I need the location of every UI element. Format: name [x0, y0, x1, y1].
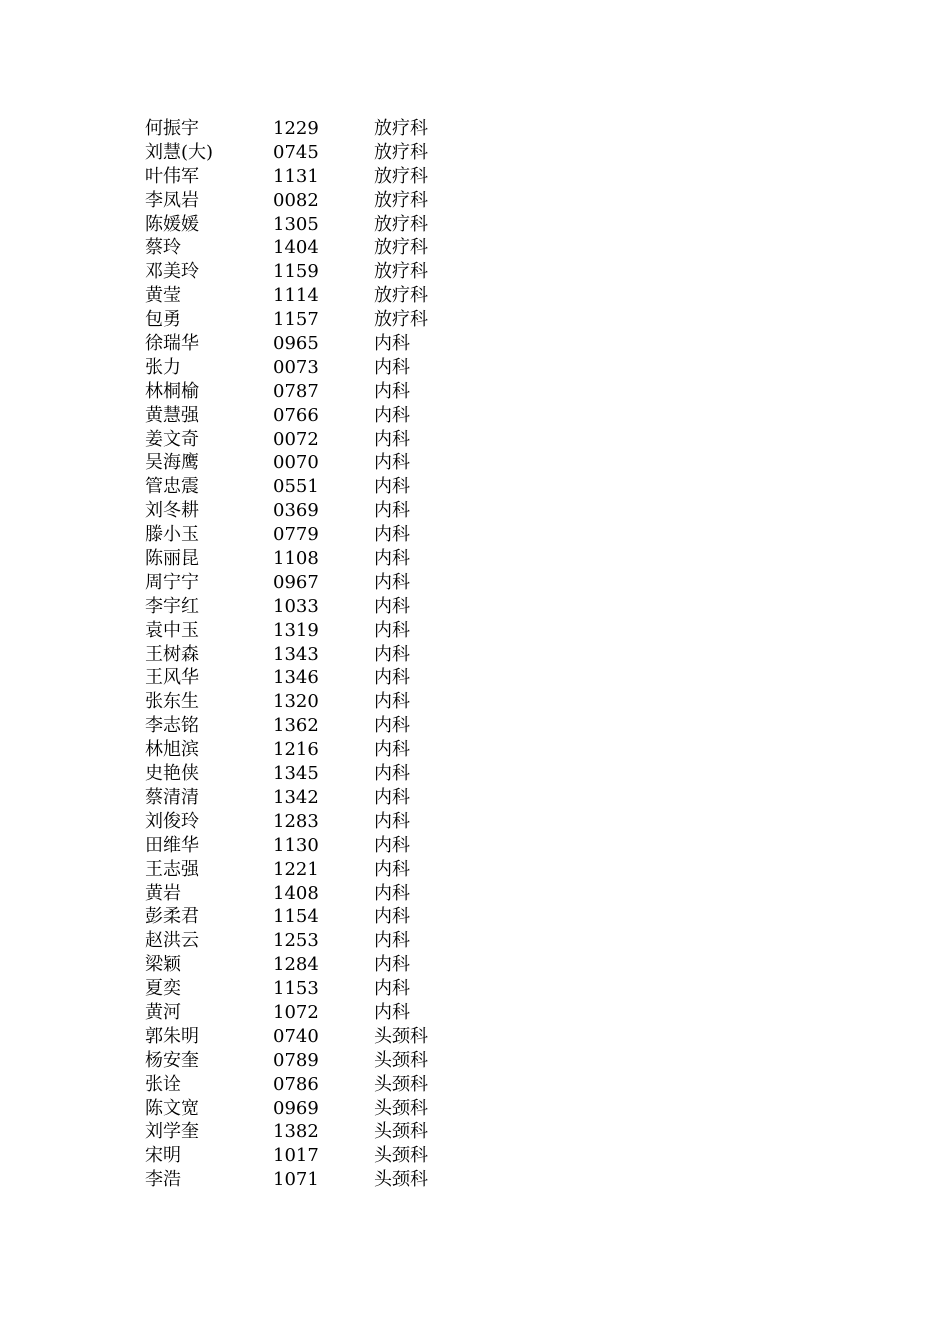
staff-code-cell: 0965	[273, 333, 319, 355]
staff-code-cell: 1382	[273, 1121, 319, 1143]
table-row	[145, 882, 485, 906]
staff-code-cell: 1131	[273, 165, 319, 187]
table-row	[145, 165, 485, 189]
staff-name-cell: 王风华	[145, 667, 199, 689]
staff-name-cell: 李浩	[145, 1169, 181, 1191]
department-cell: 内科	[374, 691, 410, 713]
staff-code-cell: 0779	[273, 524, 319, 546]
staff-code-cell: 1154	[273, 906, 319, 928]
staff-code-cell: 1216	[273, 739, 319, 761]
staff-code-cell: 1319	[273, 619, 319, 641]
table-row	[145, 571, 485, 595]
staff-name-cell: 张力	[145, 356, 181, 378]
staff-name-cell: 袁中玉	[145, 619, 199, 641]
staff-code-cell: 0072	[273, 428, 319, 450]
staff-code-cell: 0787	[273, 380, 319, 402]
table-row	[145, 858, 485, 882]
table-row	[145, 1025, 485, 1049]
staff-code-cell: 0786	[273, 1073, 319, 1095]
staff-code-cell: 1157	[273, 309, 319, 331]
table-row	[145, 213, 485, 237]
staff-name-cell: 管忠震	[145, 476, 199, 498]
department-cell: 放疗科	[374, 261, 428, 283]
staff-name-cell: 梁颖	[145, 954, 181, 976]
table-row	[145, 762, 485, 786]
staff-code-cell: 0073	[273, 356, 319, 378]
table-row	[145, 1049, 485, 1073]
staff-name-cell: 李凤岩	[145, 189, 199, 211]
staff-code-cell: 1343	[273, 643, 319, 665]
staff-code-cell: 0082	[273, 189, 319, 211]
staff-name-cell: 陈文宽	[145, 1097, 199, 1119]
table-row	[145, 308, 485, 332]
department-cell: 内科	[374, 667, 410, 689]
staff-name-cell: 彭柔君	[145, 906, 199, 928]
staff-name-cell: 包勇	[145, 309, 181, 331]
staff-name-cell: 张东生	[145, 691, 199, 713]
staff-code-cell: 1108	[273, 548, 319, 570]
department-cell: 放疗科	[374, 237, 428, 259]
staff-code-cell: 1159	[273, 261, 319, 283]
department-cell: 内科	[374, 739, 410, 761]
staff-name-cell: 刘冬耕	[145, 500, 199, 522]
staff-name-cell: 徐瑞华	[145, 333, 199, 355]
staff-code-cell: 1017	[273, 1145, 319, 1167]
department-cell: 头颈科	[374, 1169, 428, 1191]
department-cell: 放疗科	[374, 165, 428, 187]
staff-code-cell: 0369	[273, 500, 319, 522]
staff-code-cell: 1345	[273, 763, 319, 785]
department-cell: 内科	[374, 500, 410, 522]
table-row	[145, 786, 485, 810]
table-row	[145, 547, 485, 571]
table-row	[145, 284, 485, 308]
staff-name-cell: 赵洪云	[145, 930, 199, 952]
department-cell: 放疗科	[374, 309, 428, 331]
department-cell: 内科	[374, 1001, 410, 1023]
department-cell: 内科	[374, 524, 410, 546]
department-cell: 内科	[374, 810, 410, 832]
table-row	[145, 332, 485, 356]
table-row	[145, 1073, 485, 1097]
staff-code-cell: 0967	[273, 571, 319, 593]
department-cell: 放疗科	[374, 141, 428, 163]
department-cell: 内科	[374, 715, 410, 737]
staff-code-cell: 1305	[273, 213, 319, 235]
table-row	[145, 380, 485, 404]
staff-code-cell: 1153	[273, 978, 319, 1000]
department-cell: 内科	[374, 428, 410, 450]
department-cell: 内科	[374, 906, 410, 928]
staff-code-cell: 1114	[273, 285, 319, 307]
staff-name-cell: 黄慧强	[145, 404, 199, 426]
staff-code-cell: 1229	[273, 118, 319, 139]
staff-name-cell: 田维华	[145, 834, 199, 856]
staff-name-cell: 黄河	[145, 1001, 181, 1023]
department-cell: 头颈科	[374, 1073, 428, 1095]
staff-name-cell: 刘学奎	[145, 1121, 199, 1143]
staff-code-cell: 1408	[273, 882, 319, 904]
staff-code-cell: 1130	[273, 834, 319, 856]
table-row	[145, 690, 485, 714]
staff-name-cell: 李宇红	[145, 595, 199, 617]
department-cell: 头颈科	[374, 1025, 428, 1047]
table-row	[145, 1120, 485, 1144]
department-cell: 内科	[374, 476, 410, 498]
table-row	[145, 1097, 485, 1121]
department-cell: 内科	[374, 786, 410, 808]
staff-name-cell: 黄岩	[145, 882, 181, 904]
table-row	[145, 236, 485, 260]
staff-name-cell: 滕小玉	[145, 524, 199, 546]
staff-code-cell: 1071	[273, 1169, 319, 1191]
staff-name-cell: 林旭滨	[145, 739, 199, 761]
staff-name-cell: 何振宇	[145, 118, 199, 139]
department-cell: 放疗科	[374, 285, 428, 307]
department-cell: 头颈科	[374, 1145, 428, 1167]
staff-code-cell: 0766	[273, 404, 319, 426]
staff-code-cell: 1284	[273, 954, 319, 976]
department-cell: 内科	[374, 356, 410, 378]
table-row	[145, 260, 485, 284]
staff-name-cell: 郭朱明	[145, 1025, 199, 1047]
staff-code-cell: 1404	[273, 237, 319, 259]
staff-name-cell: 张诠	[145, 1073, 181, 1095]
staff-name-cell: 陈媛媛	[145, 213, 199, 235]
department-cell: 头颈科	[374, 1049, 428, 1071]
department-cell: 内科	[374, 619, 410, 641]
staff-code-cell: 0070	[273, 452, 319, 474]
department-cell: 内科	[374, 882, 410, 904]
department-cell: 内科	[374, 643, 410, 665]
table-row	[145, 666, 485, 690]
staff-name-cell: 姜文奇	[145, 428, 199, 450]
table-row	[145, 475, 485, 499]
staff-name-cell: 蔡玲	[145, 237, 181, 259]
table-row	[145, 1168, 485, 1192]
table-row	[145, 643, 485, 667]
staff-name-cell: 刘慧(大)	[145, 141, 214, 163]
department-cell: 内科	[374, 954, 410, 976]
staff-name-cell: 周宁宁	[145, 571, 199, 593]
staff-name-cell: 史艳侠	[145, 763, 199, 785]
table-row	[145, 714, 485, 738]
staff-name-cell: 李志铭	[145, 715, 199, 737]
table-row	[145, 404, 485, 428]
table-row	[145, 810, 485, 834]
staff-name-cell: 王志强	[145, 858, 199, 880]
staff-code-cell: 1342	[273, 786, 319, 808]
staff-code-cell: 1362	[273, 715, 319, 737]
staff-code-cell: 0551	[273, 476, 319, 498]
department-cell: 内科	[374, 978, 410, 1000]
staff-code-cell: 1221	[273, 858, 319, 880]
department-cell: 内科	[374, 548, 410, 570]
table-row	[145, 356, 485, 380]
department-cell: 头颈科	[374, 1121, 428, 1143]
table-row	[145, 523, 485, 547]
staff-code-cell: 1072	[273, 1001, 319, 1023]
staff-code-cell: 0745	[273, 141, 319, 163]
table-row	[145, 451, 485, 475]
staff-code-cell: 1346	[273, 667, 319, 689]
department-cell: 放疗科	[374, 118, 428, 139]
staff-roster	[145, 117, 485, 1192]
table-row	[145, 738, 485, 762]
department-cell: 内科	[374, 930, 410, 952]
staff-name-cell: 王树森	[145, 643, 199, 665]
staff-name-cell: 蔡清清	[145, 786, 199, 808]
department-cell: 内科	[374, 404, 410, 426]
table-row	[145, 977, 485, 1001]
department-cell: 内科	[374, 763, 410, 785]
staff-name-cell: 黄莹	[145, 285, 181, 307]
table-row	[145, 953, 485, 977]
staff-name-cell: 夏奕	[145, 978, 181, 1000]
table-row	[145, 117, 485, 141]
staff-name-cell: 刘俊玲	[145, 810, 199, 832]
staff-name-cell: 邓美玲	[145, 261, 199, 283]
table-row	[145, 1001, 485, 1025]
table-row	[145, 499, 485, 523]
department-cell: 内科	[374, 834, 410, 856]
staff-code-cell: 0969	[273, 1097, 319, 1119]
table-row	[145, 834, 485, 858]
department-cell: 头颈科	[374, 1097, 428, 1119]
staff-code-cell: 0740	[273, 1025, 319, 1047]
staff-name-cell: 宋明	[145, 1145, 181, 1167]
table-row	[145, 619, 485, 643]
department-cell: 内科	[374, 452, 410, 474]
staff-code-cell: 1033	[273, 595, 319, 617]
table-row	[145, 189, 485, 213]
staff-name-cell: 叶伟军	[145, 165, 199, 187]
table-row	[145, 1144, 485, 1168]
table-row	[145, 428, 485, 452]
department-cell: 内科	[374, 858, 410, 880]
table-row	[145, 595, 485, 619]
table-row	[145, 929, 485, 953]
staff-name-cell: 陈丽昆	[145, 548, 199, 570]
table-row	[145, 905, 485, 929]
staff-name-cell: 吴海鹰	[145, 452, 199, 474]
staff-code-cell: 1283	[273, 810, 319, 832]
department-cell: 放疗科	[374, 189, 428, 211]
department-cell: 内科	[374, 380, 410, 402]
department-cell: 内科	[374, 595, 410, 617]
staff-name-cell: 杨安奎	[145, 1049, 199, 1071]
staff-code-cell: 0789	[273, 1049, 319, 1071]
staff-name-cell: 林桐榆	[145, 380, 199, 402]
staff-code-cell: 1320	[273, 691, 319, 713]
department-cell: 内科	[374, 333, 410, 355]
department-cell: 内科	[374, 571, 410, 593]
table-row	[145, 141, 485, 165]
department-cell: 放疗科	[374, 213, 428, 235]
staff-code-cell: 1253	[273, 930, 319, 952]
